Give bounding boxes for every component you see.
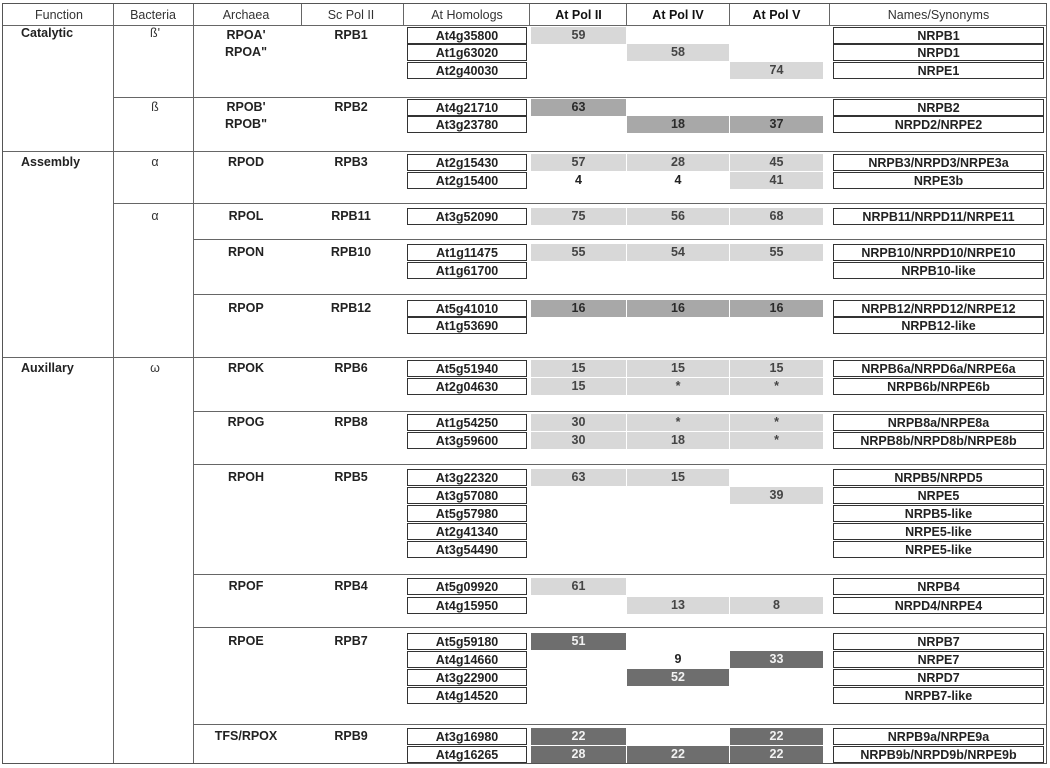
pol-iv-value: 4	[674, 173, 682, 187]
pol-v-value: 22	[730, 746, 823, 763]
pol-v-value: 39	[730, 487, 823, 504]
col-divider	[113, 4, 114, 763]
homolog-id: At1g53690	[407, 317, 527, 334]
subgroup-divider	[193, 627, 1046, 628]
pol-ii-value	[531, 687, 626, 704]
pol-v-value	[730, 99, 823, 116]
col-divider	[403, 4, 404, 26]
col-divider	[193, 4, 194, 763]
pol-ii-value	[531, 44, 626, 61]
pol-ii-value	[531, 317, 626, 334]
homolog-id: At2g40030	[407, 62, 527, 79]
col-divider	[829, 4, 830, 26]
synonym-name: NRPD7	[833, 669, 1044, 686]
synonym-name: NRPB1	[833, 27, 1044, 44]
pol-iv-value: 16	[627, 300, 729, 317]
homolog-id: At1g63020	[407, 44, 527, 61]
pol-ii-value	[531, 505, 626, 522]
bacteria-beta: ß	[151, 100, 159, 114]
synonym-name: NRPB6b/NRPE6b	[833, 378, 1044, 395]
pol-iv-value	[627, 523, 729, 540]
pol-iv-value: 15	[627, 469, 729, 486]
pol-ii-value	[531, 597, 626, 614]
homolog-id: At4g16265	[407, 746, 527, 763]
archaea-label: RPOF	[228, 579, 264, 593]
homolog-id: At3g59600	[407, 432, 527, 449]
header-at-homologs: At Homologs	[431, 8, 503, 22]
pol-iv-value: 22	[627, 746, 729, 763]
sc-pol-ii-label: RPB6	[334, 361, 368, 375]
synonym-name: NRPB9b/NRPD9b/NRPE9b	[833, 746, 1044, 763]
synonym-name: NRPB3/NRPD3/NRPE3a	[833, 154, 1044, 171]
header-sc-pol-ii: Sc Pol II	[327, 8, 375, 22]
pol-v-value: 15	[730, 360, 823, 377]
synonym-name: NRPE5	[833, 487, 1044, 504]
sc-pol-ii-label: RPB2	[334, 100, 368, 114]
homolog-id: At3g57080	[407, 487, 527, 504]
homolog-id: At5g59180	[407, 633, 527, 650]
homolog-id: At3g52090	[407, 208, 527, 225]
pol-iv-value	[627, 99, 729, 116]
homolog-id: At3g23780	[407, 116, 527, 133]
pol-v-value: *	[730, 378, 823, 395]
subgroup-divider	[193, 294, 1046, 295]
pol-ii-value: 28	[531, 746, 626, 763]
pol-ii-value: 30	[531, 432, 626, 449]
header-function: Function	[35, 8, 83, 22]
bacteria-beta-prime: ß'	[149, 26, 161, 40]
archaea-label: RPOG	[227, 415, 265, 429]
archaea-label: RPOD	[227, 155, 265, 169]
synonym-name: NRPB12/NRPD12/NRPE12	[833, 300, 1044, 317]
pol-v-value	[730, 687, 823, 704]
pol-ii-value: 75	[531, 208, 626, 225]
pol-ii-value	[531, 262, 626, 279]
pol-ii-value	[531, 541, 626, 558]
pol-iv-value: 18	[627, 116, 729, 133]
pol-v-value	[730, 669, 823, 686]
homolog-id: At3g16980	[407, 728, 527, 745]
archaea-label: RPOA"	[224, 45, 268, 59]
pol-v-value	[730, 262, 823, 279]
pol-iv-value: *	[627, 414, 729, 431]
synonym-name: NRPB10/NRPD10/NRPE10	[833, 244, 1044, 261]
synonym-name: NRPE5-like	[833, 541, 1044, 558]
header-names-synonyms: Names/Synonyms	[887, 8, 990, 22]
synonym-name: NRPB5-like	[833, 505, 1044, 522]
function-auxillary: Auxillary	[21, 361, 74, 375]
homolog-id: At5g51940	[407, 360, 527, 377]
pol-ii-value: 15	[531, 378, 626, 395]
synonym-name: NRPD4/NRPE4	[833, 597, 1044, 614]
bacteria-omega: ω	[150, 361, 160, 375]
header-at-pol-v: At Pol V	[752, 8, 801, 22]
pol-iv-value: 15	[627, 360, 729, 377]
homolog-id: At5g57980	[407, 505, 527, 522]
pol-iv-value	[627, 317, 729, 334]
pol-iv-value: 54	[627, 244, 729, 261]
homolog-id: At2g04630	[407, 378, 527, 395]
homolog-id: At2g15400	[407, 172, 527, 189]
pol-iv-value	[627, 633, 729, 650]
pol-v-value: 33	[730, 651, 823, 668]
sc-pol-ii-label: RPB12	[330, 301, 372, 315]
pol-v-value	[730, 44, 823, 61]
header-at-pol-iv: At Pol IV	[652, 8, 704, 22]
function-assembly: Assembly	[21, 155, 81, 169]
pol-v-value	[730, 317, 823, 334]
pol-ii-value: 22	[531, 728, 626, 745]
pol-iv-value: *	[627, 378, 729, 395]
homolog-id: At4g15950	[407, 597, 527, 614]
pol-v-value	[730, 578, 823, 595]
homolog-id: At4g35800	[407, 27, 527, 44]
sc-pol-ii-label: RPB9	[334, 729, 368, 743]
pol-iv-value: 58	[627, 44, 729, 61]
pol-iv-value	[627, 505, 729, 522]
homolog-id: At1g54250	[407, 414, 527, 431]
pol-ii-value: 63	[531, 469, 626, 486]
homolog-id: At5g09920	[407, 578, 527, 595]
synonym-name: NRPB2	[833, 99, 1044, 116]
pol-iv-value	[627, 687, 729, 704]
pol-v-value	[730, 27, 823, 44]
archaea-label: TFS/RPOX	[214, 729, 278, 743]
pol-v-value: 41	[730, 172, 823, 189]
pol-ii-value: 15	[531, 360, 626, 377]
pol-v-value	[730, 633, 823, 650]
homolog-id: At3g22900	[407, 669, 527, 686]
synonym-name: NRPE5-like	[833, 523, 1044, 540]
pol-iv-value: 56	[627, 208, 729, 225]
synonym-name: NRPB6a/NRPD6a/NRPE6a	[833, 360, 1044, 377]
pol-ii-value	[531, 487, 626, 504]
pol-ii-value: 16	[531, 300, 626, 317]
synonym-name: NRPB11/NRPD11/NRPE11	[833, 208, 1044, 225]
synonym-name: NRPB9a/NRPE9a	[833, 728, 1044, 745]
synonym-name: NRPE1	[833, 62, 1044, 79]
archaea-label: RPOA'	[226, 28, 266, 42]
homolog-id: At2g15430	[407, 154, 527, 171]
archaea-label: RPOK	[227, 361, 265, 375]
pol-v-value: *	[730, 432, 823, 449]
synonym-name: NRPD1	[833, 44, 1044, 61]
col-divider	[301, 4, 302, 26]
archaea-label: RPOL	[228, 209, 264, 223]
pol-v-value	[730, 469, 823, 486]
col-divider	[626, 4, 627, 26]
archaea-label: RPON	[227, 245, 265, 259]
pol-v-value: 74	[730, 62, 823, 79]
subgroup-divider	[113, 97, 1046, 98]
pol-v-value	[730, 541, 823, 558]
pol-iv-value: 52	[627, 669, 729, 686]
sc-pol-ii-label: RPB11	[331, 209, 371, 223]
synonym-name: NRPE3b	[833, 172, 1044, 189]
group-divider	[3, 357, 1046, 358]
bacteria-alpha: α	[151, 155, 159, 169]
sc-pol-ii-label: RPB5	[334, 470, 368, 484]
pol-v-value: 37	[730, 116, 823, 133]
pol-ii-value: 4	[575, 173, 582, 187]
homolog-id: At4g14660	[407, 651, 527, 668]
pol-v-value: 68	[730, 208, 823, 225]
pol-iv-value: 9	[674, 652, 682, 666]
subgroup-divider	[193, 724, 1046, 725]
pol-ii-value: 51	[531, 633, 626, 650]
group-divider	[3, 151, 1046, 152]
homolog-id: At4g21710	[407, 99, 527, 116]
pol-v-value: *	[730, 414, 823, 431]
subgroup-divider	[193, 239, 1046, 240]
synonym-name: NRPB7	[833, 633, 1044, 650]
pol-iv-value	[627, 728, 729, 745]
synonym-name: NRPD2/NRPE2	[833, 116, 1044, 133]
pol-ii-value: 30	[531, 414, 626, 431]
subgroup-divider	[113, 203, 1046, 204]
pol-v-value: 8	[730, 597, 823, 614]
pol-v-value: 55	[730, 244, 823, 261]
synonym-name: NRPB7-like	[833, 687, 1044, 704]
synonym-name: NRPE7	[833, 651, 1044, 668]
synonym-name: NRPB4	[833, 578, 1044, 595]
pol-v-value: 22	[730, 728, 823, 745]
archaea-label: RPOP	[228, 301, 264, 315]
pol-iv-value: 18	[627, 432, 729, 449]
pol-ii-value: 61	[531, 578, 626, 595]
header-at-pol-ii: At Pol II	[555, 8, 602, 22]
homolog-id: At1g11475	[407, 244, 527, 261]
pol-iv-value	[627, 27, 729, 44]
archaea-label: RPOB"	[224, 117, 268, 131]
sc-pol-ii-label: RPB4	[334, 579, 368, 593]
pol-ii-value	[531, 523, 626, 540]
archaea-label: RPOE	[228, 634, 264, 648]
pol-v-value: 16	[730, 300, 823, 317]
homolog-id: At5g41010	[407, 300, 527, 317]
homolog-id: At3g54490	[407, 541, 527, 558]
pol-ii-value: 59	[531, 27, 626, 44]
pol-ii-value: 57	[531, 154, 626, 171]
pol-iv-value: 13	[627, 597, 729, 614]
sc-pol-ii-label: RPB10	[330, 245, 372, 259]
subgroup-divider	[193, 464, 1046, 465]
synonym-name: NRPB8b/NRPD8b/NRPE8b	[833, 432, 1044, 449]
bacteria-alpha: α	[151, 209, 159, 223]
sc-pol-ii-label: RPB7	[334, 634, 368, 648]
pol-v-value: 45	[730, 154, 823, 171]
col-divider	[729, 4, 730, 26]
pol-iv-value	[627, 262, 729, 279]
synonym-name: NRPB12-like	[833, 317, 1044, 334]
header-bacteria: Bacteria	[130, 8, 176, 22]
homolog-table	[2, 3, 1047, 764]
homolog-id: At1g61700	[407, 262, 527, 279]
pol-v-value	[730, 523, 823, 540]
pol-ii-value	[531, 651, 626, 668]
pol-iv-value	[627, 62, 729, 79]
function-catalytic: Catalytic	[21, 26, 74, 40]
pol-ii-value	[531, 62, 626, 79]
pol-ii-value	[531, 669, 626, 686]
subgroup-divider	[193, 574, 1046, 575]
synonym-name: NRPB5/NRPD5	[833, 469, 1044, 486]
pol-ii-value: 55	[531, 244, 626, 261]
header-archaea: Archaea	[222, 8, 270, 22]
archaea-label: RPOH	[227, 470, 265, 484]
synonym-name: NRPB10-like	[833, 262, 1044, 279]
homolog-id: At2g41340	[407, 523, 527, 540]
sc-pol-ii-label: RPB8	[334, 415, 368, 429]
pol-ii-value: 63	[531, 99, 626, 116]
subgroup-divider	[193, 411, 1046, 412]
homolog-id: At4g14520	[407, 687, 527, 704]
archaea-label: RPOB'	[226, 100, 266, 114]
homolog-id: At3g22320	[407, 469, 527, 486]
pol-v-value	[730, 505, 823, 522]
sc-pol-ii-label: RPB3	[334, 155, 368, 169]
sc-pol-ii-label: RPB1	[334, 28, 368, 42]
pol-iv-value	[627, 487, 729, 504]
pol-iv-value	[627, 578, 729, 595]
col-divider	[529, 4, 530, 26]
synonym-name: NRPB8a/NRPE8a	[833, 414, 1044, 431]
pol-ii-value	[531, 116, 626, 133]
pol-iv-value: 28	[627, 154, 729, 171]
pol-iv-value	[627, 541, 729, 558]
